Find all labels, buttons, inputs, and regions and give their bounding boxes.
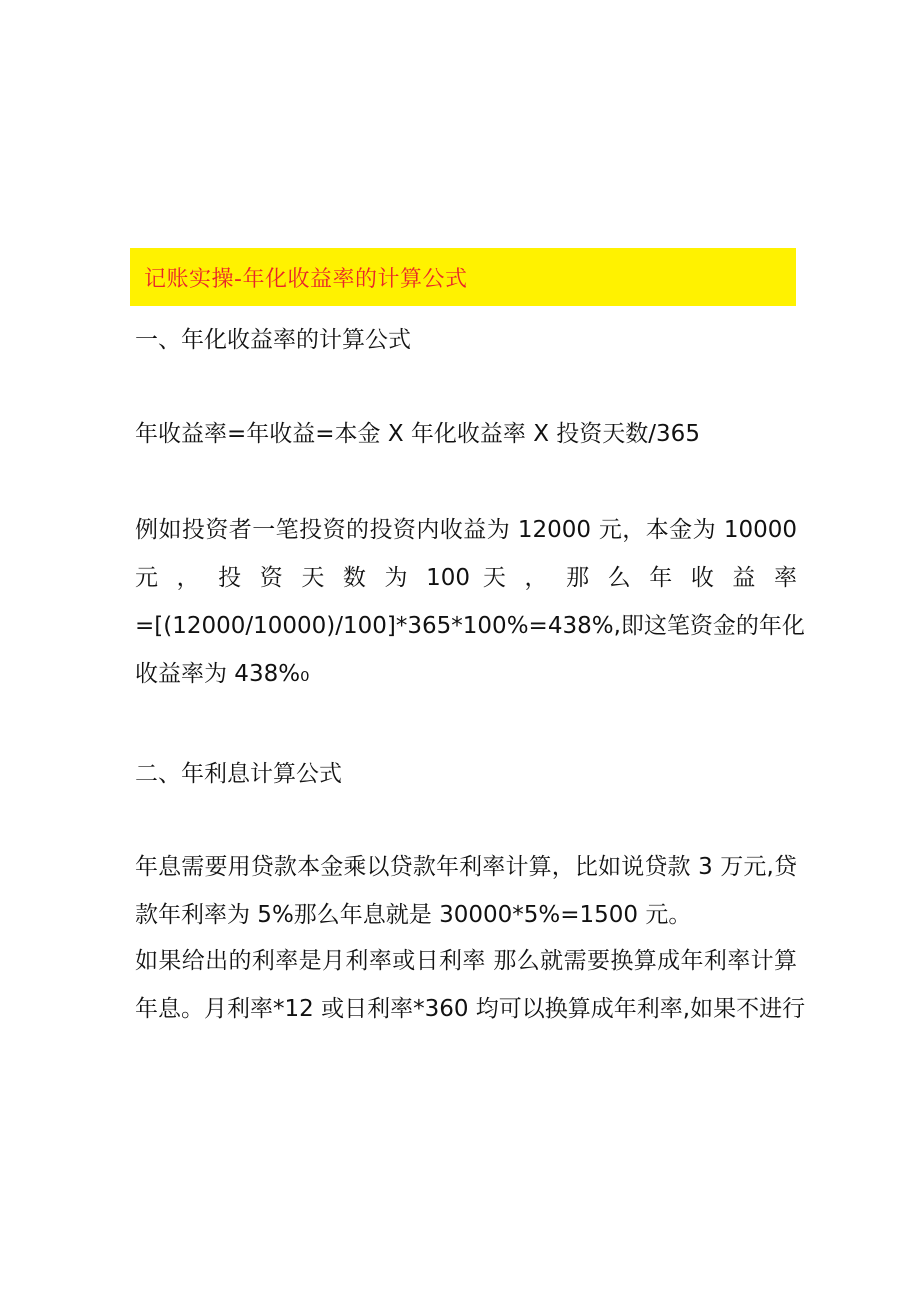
conversion-paragraph	[135, 937, 806, 1033]
example-paragraph	[135, 506, 805, 698]
paragraph-line: 年息。月利率*12 或日利率*360 均可以换算成年利率,如果不进行	[135, 996, 806, 1022]
title-banner	[130, 248, 796, 306]
yield-formula: 年收益率=年收益=本金 X 年化收益率 X 投资天数/365	[135, 421, 700, 447]
interest-paragraph	[135, 843, 797, 939]
document-title: 记账实操-年化收益率的计算公式	[144, 266, 468, 292]
paragraph-line: 如果给出的利率是月利率或日利率 那么就需要换算成年利率计算	[135, 948, 797, 974]
paragraph-line: 年息需要用贷款本金乘以贷款年利率计算，比如说贷款 3 万元,贷	[135, 854, 797, 880]
paragraph-line: 款年利率为 5%那么年息就是 30000*5%=1500 元。	[135, 902, 692, 928]
paragraph-line: 例如投资者一笔投资的投资内收益为 12000 元，本金为 10000	[135, 517, 797, 543]
section-heading-annual-interest: 二、年利息计算公式	[135, 761, 342, 787]
paragraph-line: 收益率为 438%₀	[135, 661, 310, 687]
section-heading-annualized-yield: 一、年化收益率的计算公式	[135, 327, 411, 353]
paragraph-line: =[(12000/10000)/100]*365*100%=438%,即这笔资金的年化	[135, 613, 805, 639]
paragraph-line: 元 ， 投 资 天 数 为 100 天 ， 那 么 年 收 益 率	[135, 565, 797, 591]
